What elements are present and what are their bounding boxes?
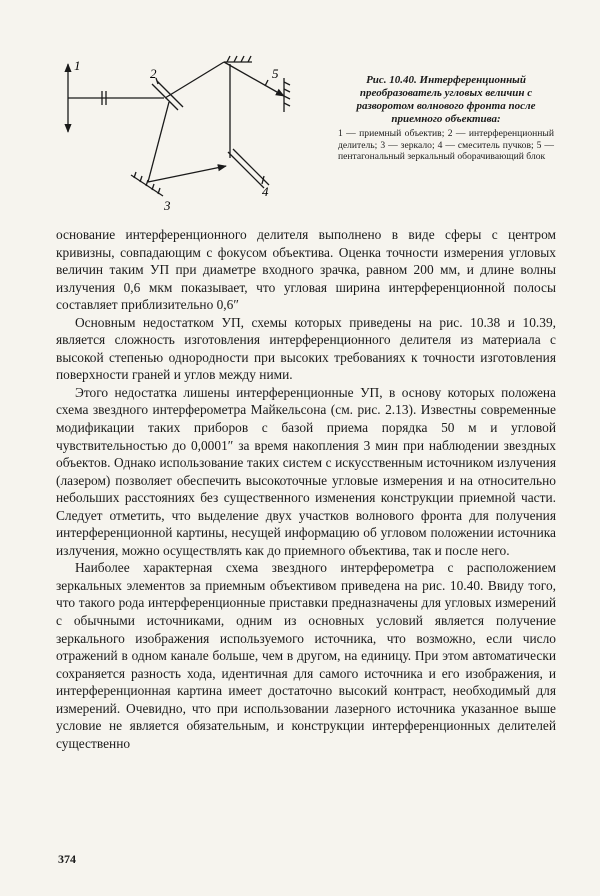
optical-scheme-diagram <box>52 50 342 222</box>
beam-mirror-to-mixer <box>148 166 226 182</box>
paragraph: Наиболее характерная схема звездного интерферометра с расположением зеркальных элементов за приемным объективом приведена на рис. 10.40. Ввиду того, что такого рода интерференционные приставки предназначены для угловых измерений с обычными источниками, одним из основных условий является получение зеркального изображения используемого источника, что возможно, если число отражений в одном канале больше, чем в другом, на единицу. При этом автоматически сохраняется разность хода, идентичная для самого источника и его изображения, и интерференционная картина имеет достаточно высокий контраст, необходимый для измерений. Очевидно, что при использовании лазерного источника указанное выше условие не является обязательным, и конструкции интерференционных делителей существенно <box>56 560 556 751</box>
figure-label-2: 2 <box>150 66 157 81</box>
figure-label-4: 4 <box>262 184 269 199</box>
figure-caption <box>338 74 554 163</box>
caption-legend: 1 — приемный объектив; 2 — интерференционный делитель; 3 — зеркало; 4 — смеситель пучков; 5 — пентагональный зеркальный оборачивающий блок <box>338 128 554 162</box>
paragraph: Этого недостатка лишены интерференционные УП, в основу которых положена схема звездного интерферометра Майкельсона (см. рис. 2.13). Известны современные модификации таких приборов с базой приема порядка 50 м и угловой чувствительностью до 0,0001″ за время накопления 3 мин при наблюдении звездных объектов. Однако использование таких систем с искусственным источником излучения (лазером) позволяет обеспечить высокоточные угловые измерения и на относительно небольших расстояниях без существенного изменения конструкции приемной части. Следует отметить, что выделение двух участков волнового фронта для получения интерференционной картины, несущей информацию об угловом положении источника излучения, можно осуществлять как до приемного объектива, так и после него. <box>56 384 556 558</box>
optical-scheme-figure <box>52 50 342 222</box>
figure-label-3: 3 <box>164 198 171 213</box>
caption-title: Рис. 10.40. Интерференционный преобразователь угловых величин с разворотом волнового фронта после приемного объектива: <box>356 74 536 125</box>
page-number: 374 <box>58 852 76 866</box>
pentagonal-mirror-block <box>224 56 290 112</box>
paragraph: Основным недостатком УП, схемы которых приведены на рис. 10.38 и 10.39, является сложность изготовления интерференционного делителя из материала с высокой степенью однородности при высоких требованиях к точности изготовления поверхности граней и углов между ними. <box>56 314 556 383</box>
beam-to-mirror <box>148 102 169 182</box>
figure-label-1: 1 <box>74 58 81 73</box>
beam-to-pentagonal-block <box>165 62 224 98</box>
figure-label-5: 5 <box>272 66 279 81</box>
mirror <box>131 172 163 196</box>
body-text <box>56 226 556 752</box>
paragraph-continuation: основание интерференционного делителя выполнено в виде сферы с центром кривизны, совпадающим с фокусом объектива. Оценка точности измерения угловых величин таким УП при диаметре входного зрачка, равном 200 мм, и длине волны излучения 0,6 мкм показывает, что угловая ширина интерференционной полосы составляет приблизительно 0,6″ <box>56 227 556 313</box>
